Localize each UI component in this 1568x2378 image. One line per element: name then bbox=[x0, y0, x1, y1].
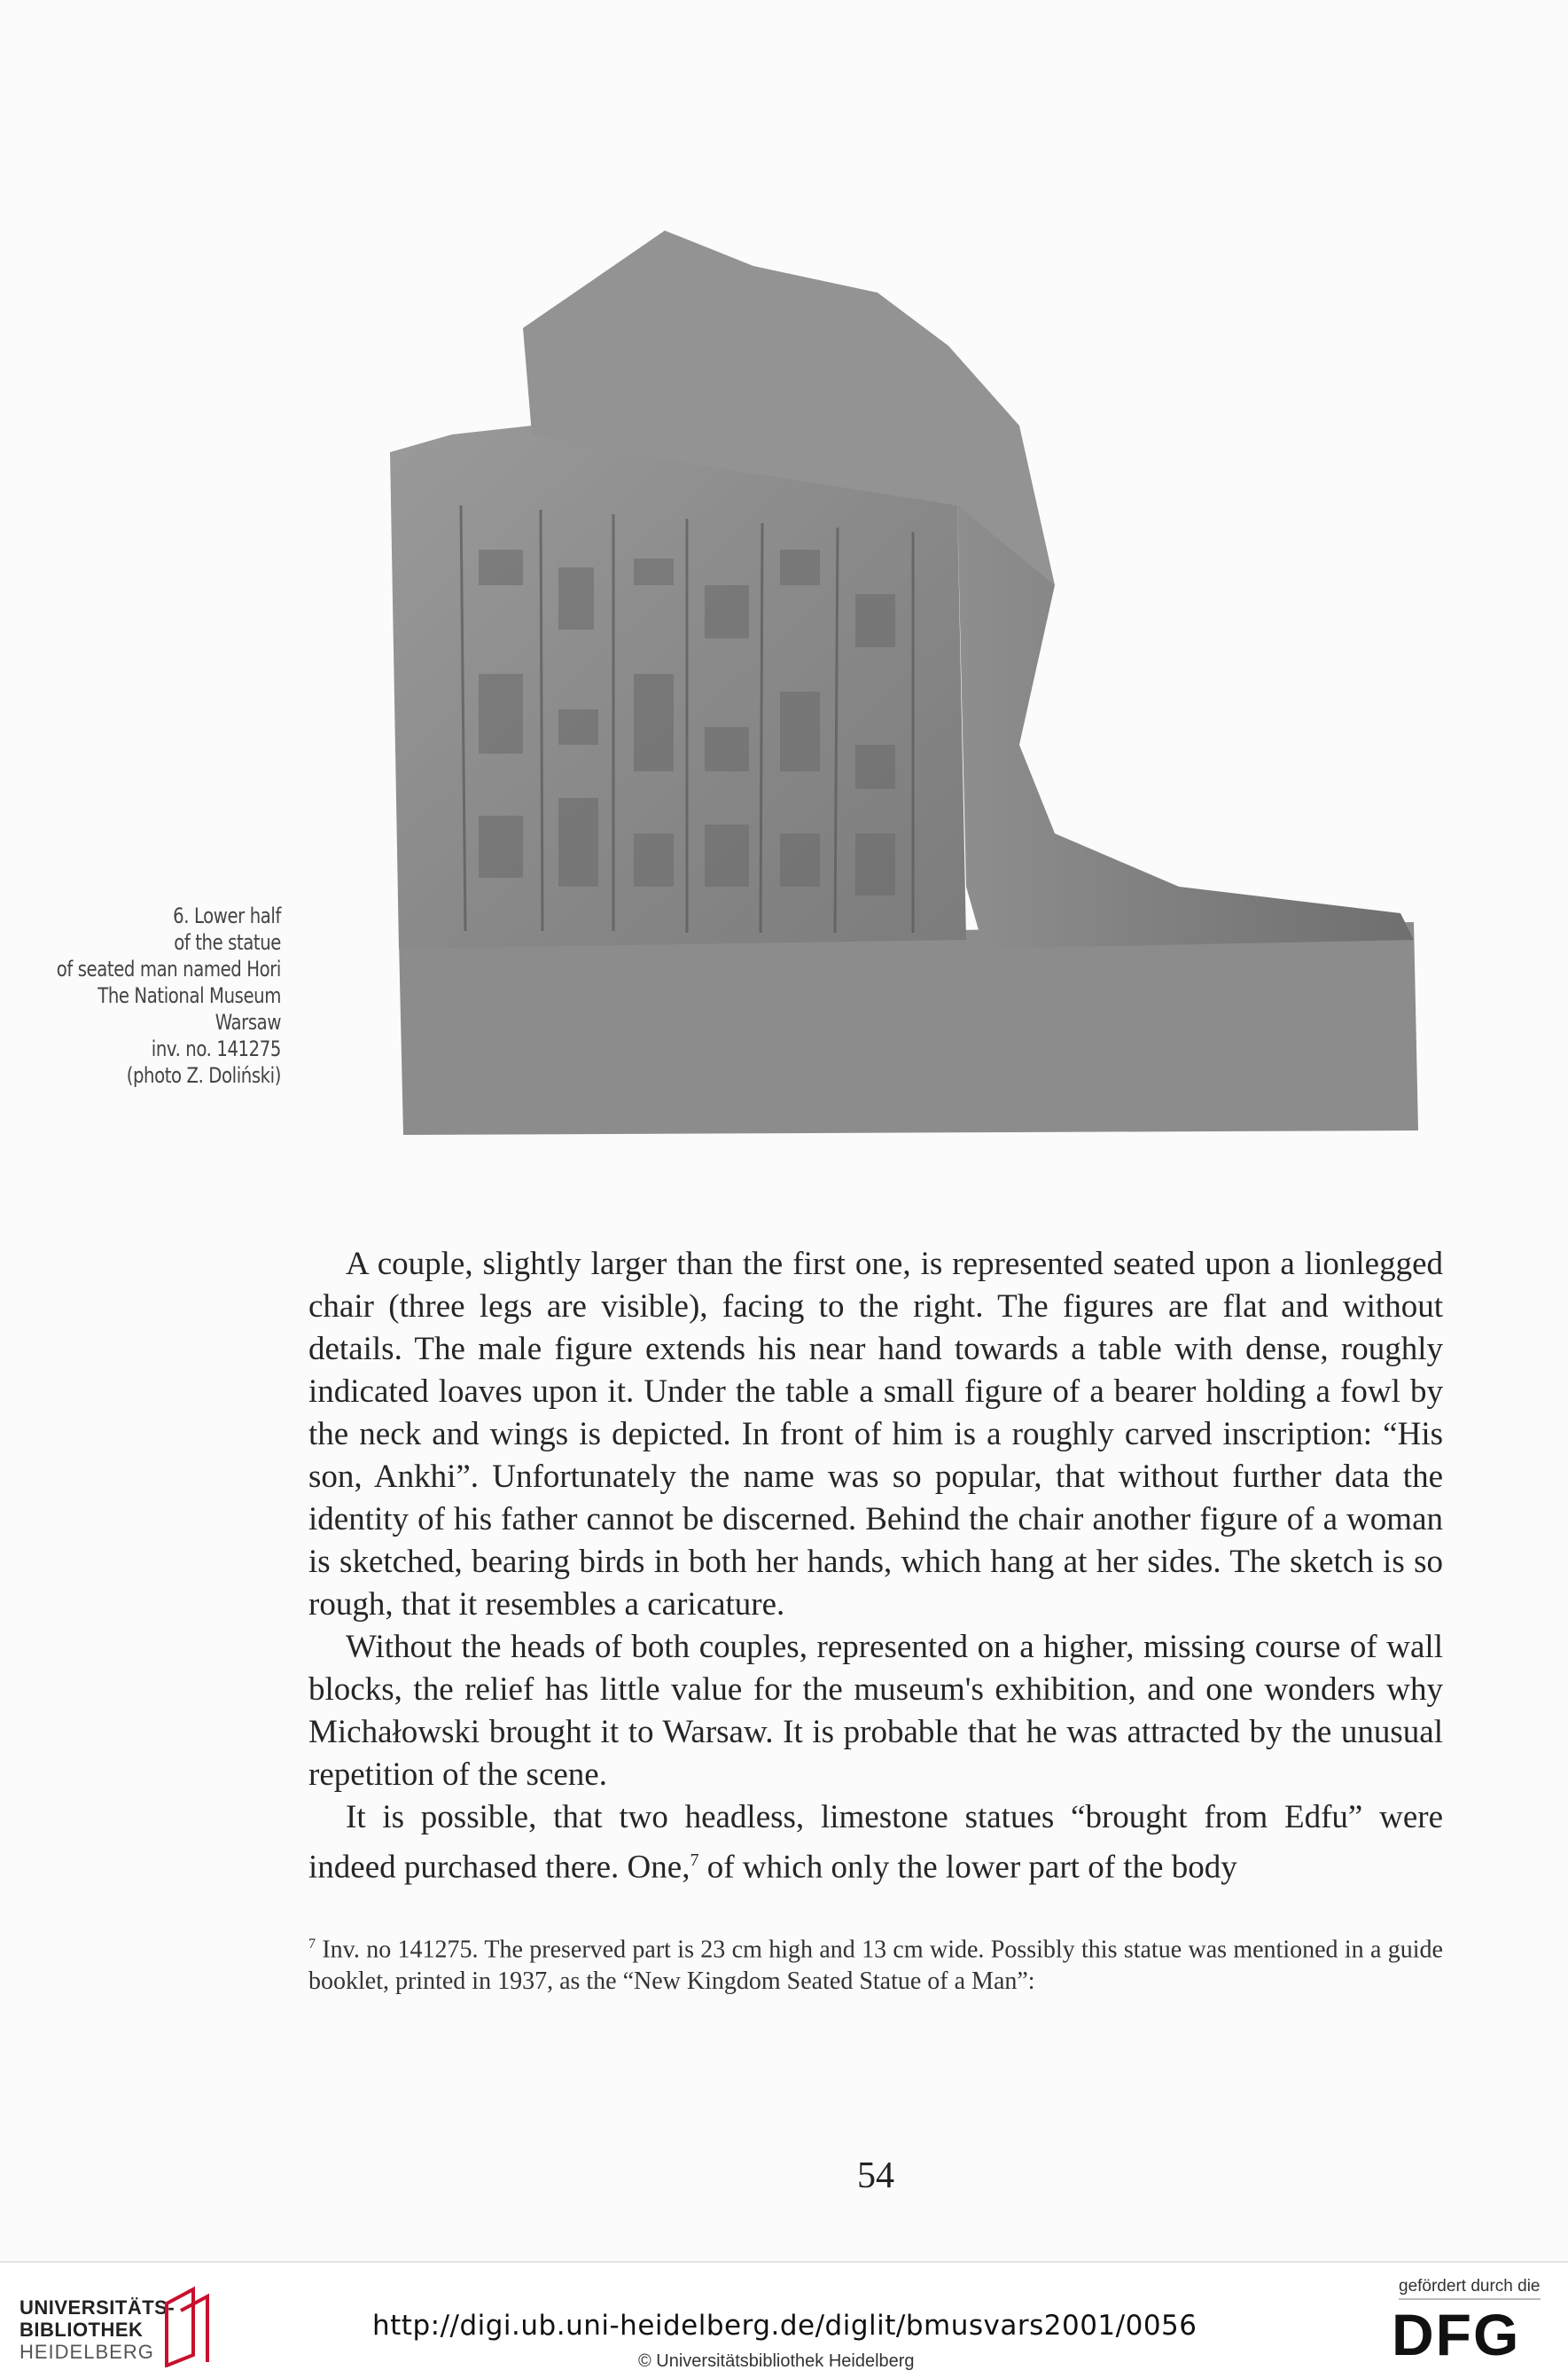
footnote-number: 7 bbox=[308, 1936, 316, 1952]
library-logo-icon[interactable] bbox=[158, 2286, 220, 2367]
caption-line: Warsaw bbox=[215, 1010, 281, 1035]
paragraph bbox=[308, 1796, 1443, 1889]
caption-line: of the statue bbox=[174, 930, 281, 955]
library-name[interactable] bbox=[20, 2296, 175, 2363]
library-line: HEIDELBERG bbox=[20, 2341, 154, 2363]
footnote bbox=[308, 1928, 1443, 1998]
caption-line: The National Museum bbox=[98, 983, 281, 1008]
paragraph: A couple, slightly larger than the first one, is represented seated upon a lionlegged chair (three legs are visible), facing to the right. The figures are flat and without details. The male figure extends his near hand towards a table with dense, roughly indicated loaves upon it. Under the table a small figure of a bearer holding a fowl by the neck and wings is depicted. In front of him is a roughly carved inscription: “His son, Ankhi”. Unfortunately the name was so popular, that without further data the identity of his father cannot be discerned. Behind the chair another figure of a woman is sketched, bearing birds in both her hands, which hang at her sides. The sketch is so rough, that it resembles a caricature. bbox=[308, 1246, 1443, 1623]
funded-by-text: gefördert durch die bbox=[1399, 2277, 1541, 2296]
library-line: BIBLIOTHEK bbox=[20, 2319, 144, 2341]
copyright-text: © Universitätsbibliothek Heidelberg bbox=[638, 2351, 915, 2371]
page-number: 54 bbox=[857, 2155, 894, 2196]
paragraph-text: of which only the lower part of the body bbox=[706, 1849, 1237, 1886]
footnote-text: Inv. no 141275. The preserved part is 23 cm high and 13 cm wide. Possibly this statue was mentioned in a guide booklet, printed in 1937, as the “New Kingdom Seated Statue of a Man”: bbox=[308, 1936, 1443, 1996]
caption-line: of seated man named Hori bbox=[56, 957, 281, 982]
divider bbox=[1399, 2298, 1541, 2300]
caption-line: 6. Lower half bbox=[173, 903, 281, 928]
caption-line: inv. no. 141275 bbox=[151, 1036, 281, 1061]
body-text bbox=[308, 1243, 1443, 1889]
caption-line: (photo Z. Doliński) bbox=[126, 1063, 281, 1088]
statue-photo bbox=[381, 213, 1418, 1139]
source-url-link[interactable]: http://digi.ub.uni-heidelberg.de/diglit/bmusvars2001/0056 bbox=[372, 2310, 1197, 2342]
library-line: UNIVERSITÄTS- bbox=[20, 2296, 176, 2319]
figure-caption bbox=[41, 903, 281, 1089]
statue-image bbox=[381, 213, 1418, 1139]
paragraph: Without the heads of both couples, represented on a higher, missing course of wall blocks, the relief has little value for the museum's exhibition, and one wonders why Michałowski brought it to Warsaw. It is probable that he was attracted by the unusual repetition of the scene. bbox=[308, 1629, 1443, 1793]
paragraph-text: It is possible, that two headless, limestone statues “brought from Edfu” were indeed purchased there. One, bbox=[308, 1799, 1443, 1886]
footnote-reference[interactable]: 7 bbox=[690, 1850, 699, 1870]
dfg-logo[interactable]: DFG bbox=[1392, 2302, 1521, 2367]
